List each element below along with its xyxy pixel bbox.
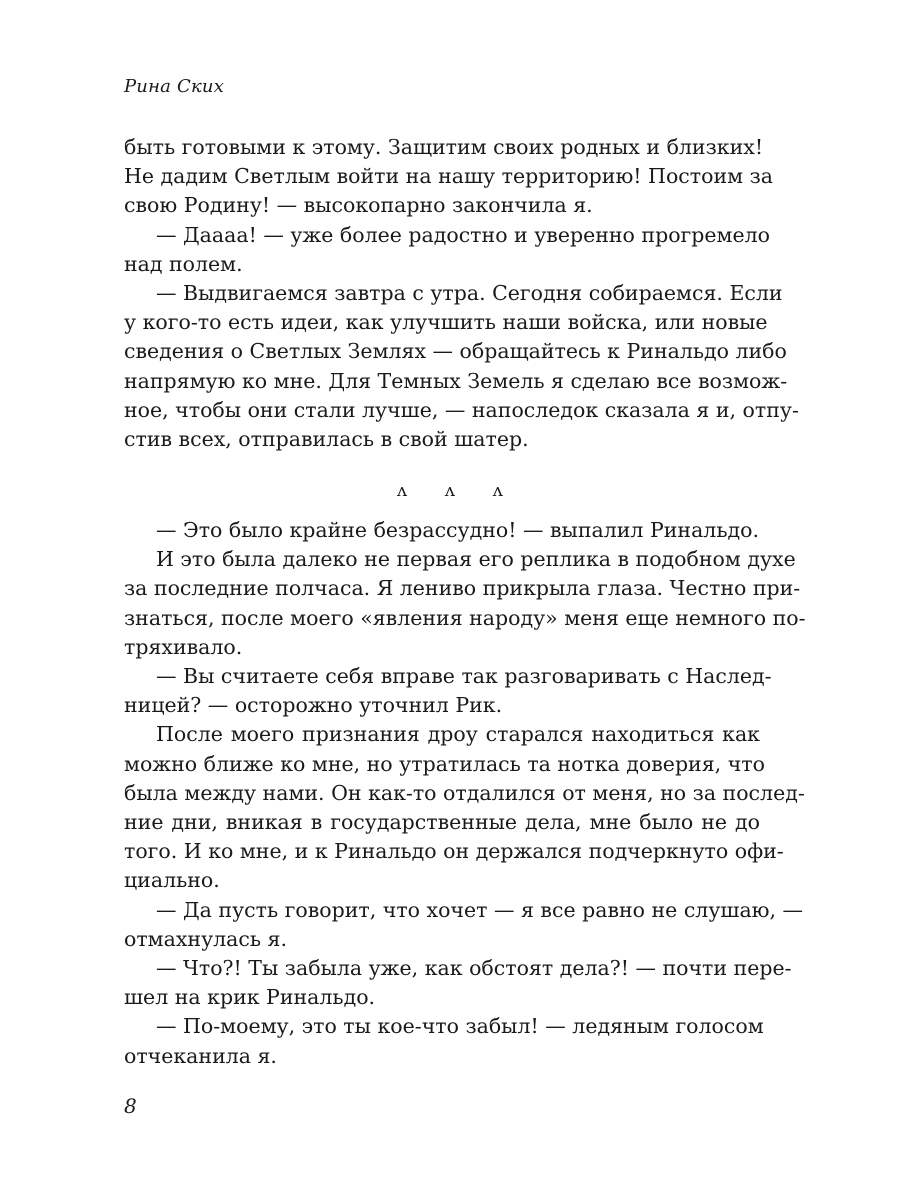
text-line: — Что?! Ты забыла уже, как обстоят дела?! — почти пере- (156, 956, 792, 981)
text-line: циально. (124, 868, 220, 893)
text-line: — Вы считаете себя вправе так разговаривать с Наслед- (156, 664, 772, 689)
separator-ornament: ʌ ʌ ʌ (397, 480, 519, 501)
text-line: После моего признания дроу старался находиться как (156, 722, 760, 747)
text-line: шел на крик Ринальдо. (124, 985, 376, 1010)
text-line: И это была далеко не первая его реплика в подобном духе (156, 547, 796, 572)
text-line: отчеканила я. (124, 1043, 277, 1068)
text-line: знаться, после моего «явления народу» меня еще немного по- (124, 605, 806, 630)
text-line: того. И ко мне, и к Ринальдо он держался подчеркнуто офи- (124, 839, 784, 864)
text-line: за последние полчаса. Я лениво прикрыла глаза. Честно при- (124, 576, 801, 601)
text-line: напрямую ко мне. Для Темных Земель я сделаю все возмож- (124, 368, 788, 393)
text-line: была между нами. Он как-то отдалился от меня, но за послед- (124, 780, 805, 805)
text-line: ние дни, вникая в государственные дела, мне было не до (124, 810, 760, 835)
text-line: можно ближе ко мне, но утратилась та нотка доверия, что (124, 751, 765, 776)
section-separator (0, 480, 900, 501)
text-line: отмахнулась я. (124, 926, 287, 951)
text-line: над полем. (124, 251, 243, 276)
text-line: — Это было крайне безрассудно! — выпалил Ринальдо. (156, 518, 759, 542)
text-line: быть готовыми к этому. Защитим своих родных и близких! (124, 135, 764, 159)
text-line: свою Родину! — высокопарно закончила я. (124, 193, 593, 218)
running-head-author: Рина Ских (124, 76, 225, 97)
text-line: — По-моему, это ты кое-что забыл! — ледяным голосом (156, 1014, 764, 1039)
text-line: — Даааа! — уже более радостно и уверенно прогремело (156, 222, 770, 247)
text-line: сведения о Светлых Землях — обращайтесь к Ринальдо либо (124, 339, 787, 364)
text-line: Не дадим Светлым войти на нашу территорию! Постоим за (124, 164, 773, 189)
text-line: — Да пусть говорит, что хочет — я все равно не слушаю, — (156, 897, 804, 922)
text-line: ное, чтобы они стали лучше, — напоследок сказала я и, отпу- (124, 397, 799, 422)
text-line: стив всех, отправилась в свой шатер. (124, 427, 529, 452)
text-block-two (124, 516, 806, 1071)
text-line: — Выдвигаемся завтра с утра. Сегодня собираемся. Если (156, 281, 783, 306)
text-line: ницей? — осторожно уточнил Рик. (124, 693, 503, 718)
text-line: тряхивало. (124, 634, 243, 659)
text-line: у кого-то есть идеи, как улучшить наши войска, или новые (124, 310, 768, 335)
text-block-one (124, 133, 799, 454)
page-number: 8 (124, 1094, 137, 1118)
